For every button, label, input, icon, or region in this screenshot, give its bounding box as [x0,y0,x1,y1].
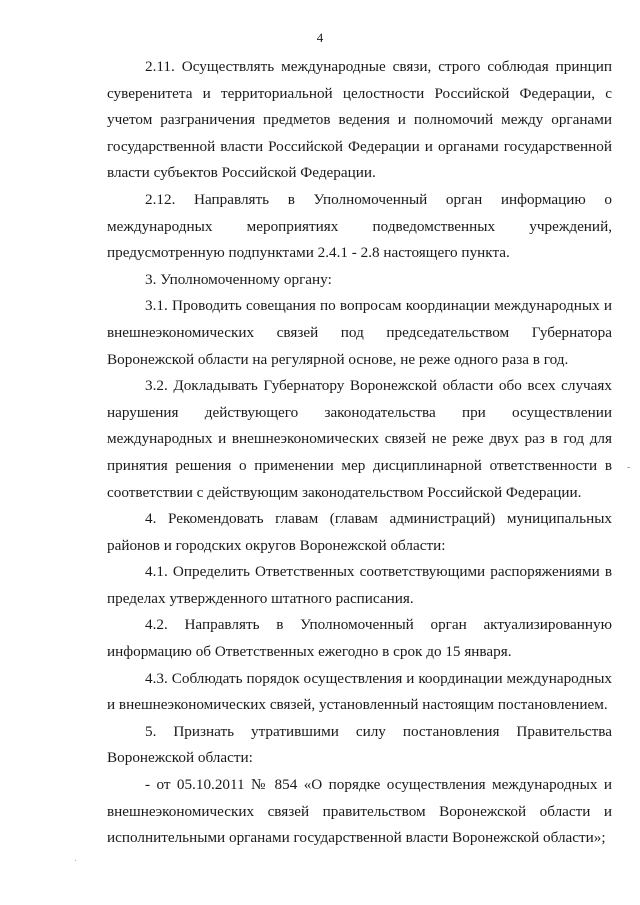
paragraph-3-2: 3.2. Докладывать Губернатору Воронежской области обо всех случаях нарушения действующего законодательства при осуществлении международных и внешнеэкономических связей не реже двух раз в год для принятия решения о применении мер дисциплинарной ответственности в соответствии с действующим законодательством Российской Федерации. [107,377,612,501]
paragraph-5-item-1: - от 05.10.2011 № 854 «О порядке осуществления международных и внешнеэкономических связей правительством Воронежской области и исполнительными органами государственной власти Воронежской области»; [107,776,612,847]
paragraph-4-1: 4.1. Определить Ответственных соответствующими распоряжениями в пределах утвержденного штатного расписания. [107,563,612,607]
paragraph-4-3: 4.3. Соблюдать порядок осуществления и координации международных и внешнеэкономических связей, установленный настоящим постановлением. [107,669,612,714]
paragraph-3: 3. Уполномоченному органу: [145,270,332,288]
paragraph-4: 4. Рекомендовать главам (главам администраций) муниципальных районов и городских округов Воронежской области: [107,510,612,554]
page-number: 4 [316,30,324,45]
document-body [107,54,612,852]
paragraph-2-11: 2.11. Осуществлять международные связи, строго соблюдая принцип суверенитета и территориальной целостности Российской Федерации, с учетом разграничения предметов ведения и полномочий между органами государственной власти Российской Федерации и органами государственной власти субъектов Российской Федерации. [107,58,612,182]
paragraph-2-12: 2.12. Направлять в Уполномоченный орган информацию о международных мероприятиях подведомственных учреждений, предусмотренную подпунктами 2.4.1 - 2.8 настоящего пункта. [107,190,612,262]
paragraph-4-2: 4.2. Направлять в Уполномоченный орган актуализированную информацию об Ответственных ежегодно в срок до 15 января. [107,616,612,661]
paragraph-3-1: 3.1. Проводить совещания по вопросам координации международных и внешнеэкономических связей под председательством Губернатора Воронежской области на регулярной основе, не реже одного раза в год. [107,297,612,368]
fold-mark: · [74,856,78,867]
margin-mark: - [627,462,631,473]
paragraph-5: 5. Признать утратившими силу постановления Правительства Воронежской области: [107,722,612,767]
